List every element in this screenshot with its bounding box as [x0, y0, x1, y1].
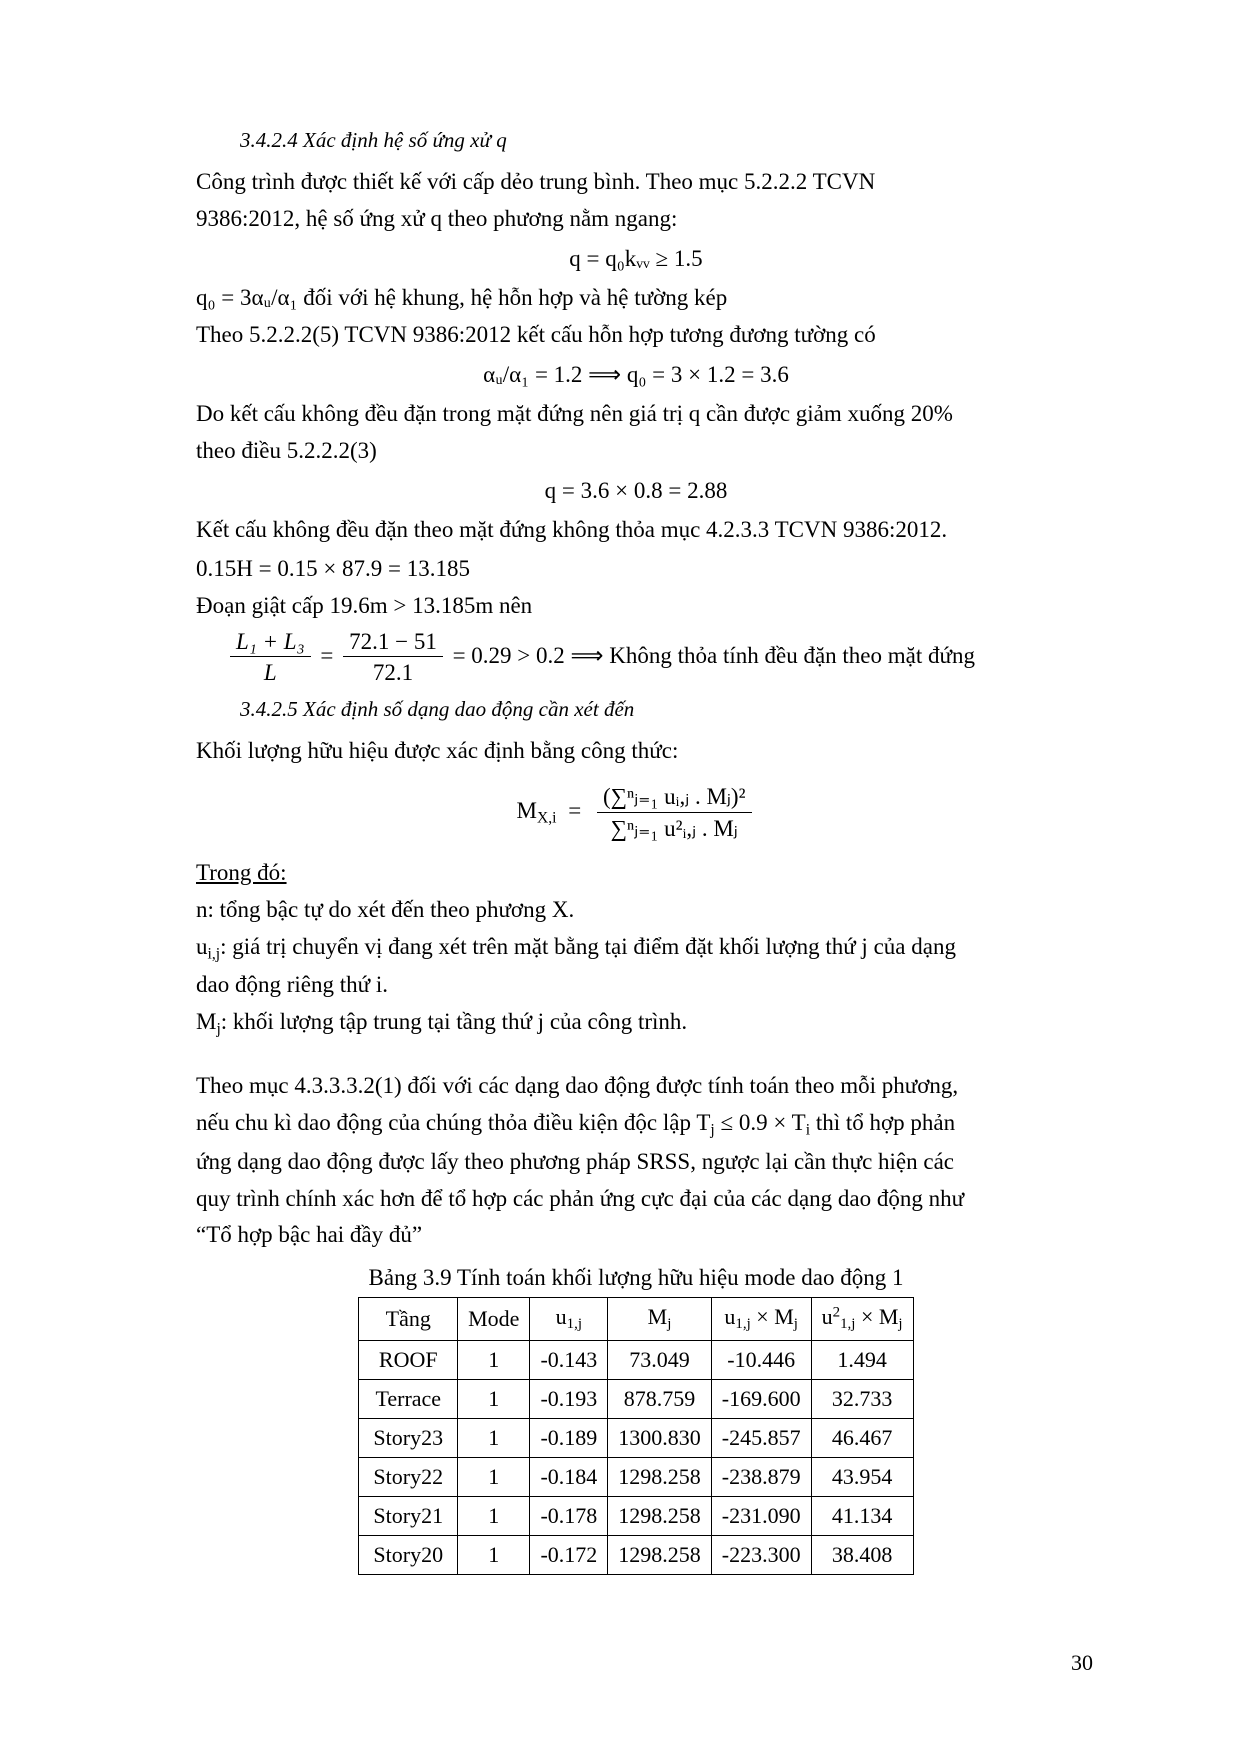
column-header-mj-sub: j: [667, 1316, 672, 1333]
cell-mode: 1: [458, 1535, 530, 1574]
table-row: [359, 1535, 913, 1574]
paragraph-srss-line2-b: ≤ 0.9 × T: [714, 1110, 806, 1136]
definition-u-sub: i,j: [207, 945, 221, 963]
column-header-u1j-mj-sub: 1,j: [735, 1316, 751, 1333]
cell-mj: 1300.830: [608, 1418, 712, 1457]
page-number: 30: [1071, 1650, 1093, 1675]
cell-u1j2-mj: 43.954: [811, 1457, 913, 1496]
column-header-mj-base: M: [647, 1304, 668, 1330]
fraction-denominator-left: L: [263, 660, 277, 686]
cell-mj: 1298.258: [608, 1535, 712, 1574]
equation-q-text: q = q₀kᵥᵥ ≥ 1.5: [569, 246, 703, 272]
definition-u: [196, 930, 1076, 966]
paragraph-srss-line4: quy trình chính xác hơn để tổ hợp các phản ứng cực đại của các dạng dao động như: [196, 1185, 965, 1211]
cell-u1j2-mj: 46.467: [811, 1418, 913, 1457]
column-header-u1j: [530, 1298, 608, 1340]
paragraph-effective-mass: Khối lượng hữu hiệu được xác định bằng công thức:: [196, 738, 679, 764]
paragraph-5222-5: Theo 5.2.2.2(5) TCVN 9386:2012 kết cấu hỗn hợp tương đương tường có: [196, 321, 876, 347]
table-header-row: [359, 1298, 913, 1340]
cell-mj: 878.759: [608, 1379, 712, 1418]
cell-u1j: -0.172: [530, 1535, 608, 1574]
paragraph-srss-line2-subi: i: [805, 1121, 811, 1139]
column-header-mode: [458, 1298, 530, 1340]
paragraph-intro-line1: Công trình được thiết kế với cấp dẻo trung bình. Theo mục 5.2.2.2 TCVN: [196, 169, 876, 195]
formula-lhs-sub: X,i: [536, 809, 557, 827]
definition-u-text: : giá trị chuyển vị đang xét trên mặt bằng tại điểm đặt khối lượng thứ j của dạng: [220, 934, 956, 960]
column-header-u1j2-mj-sub: 1,j: [840, 1316, 856, 1333]
cell-mode: 1: [458, 1340, 530, 1379]
column-header-u1j-mj-tailsub: j: [793, 1316, 798, 1333]
paragraph-reduction-line2: theo điều 5.2.2.2(3): [196, 438, 377, 464]
paragraph-irregular: Kết cấu không đều đặn theo mặt đứng không thỏa mục 4.2.3.3 TCVN 9386:2012.: [196, 517, 948, 543]
column-header-u1j-mj: [711, 1298, 811, 1340]
column-header-u1j2-mj: [811, 1298, 913, 1340]
paragraph-intro-line2: 9386:2012, hệ số ứng xử q theo phương nằm ngang:: [196, 206, 678, 232]
column-header-u1j-base: u: [555, 1304, 567, 1330]
column-header-u1j-sub: 1,j: [566, 1316, 583, 1333]
formula-lhs: [516, 798, 562, 827]
paragraph-srss-line3: ứng dạng dao động được lấy theo phương pháp SRSS, ngược lại cần thực hiện các: [196, 1148, 955, 1174]
column-header-u1j2-mj-tailsub: j: [898, 1316, 903, 1333]
cell-story: Terrace: [359, 1379, 458, 1418]
equation-alpha-ratio: αᵤ/α₁ = 1.2 ⟹ q₀ = 3 × 1.2 = 3.6: [483, 361, 789, 387]
cell-u1j-mj: -169.600: [711, 1379, 811, 1418]
table-row: [359, 1457, 913, 1496]
definition-u-symbol: u: [196, 934, 208, 960]
definition-n: n: tổng bậc tự do xét đến theo phương X.: [196, 897, 575, 923]
cell-u1j: -0.193: [530, 1379, 608, 1418]
label-trong-do: Trong đó:: [196, 860, 287, 886]
table-row: [359, 1418, 913, 1457]
definition-M: [196, 1005, 1076, 1041]
table-row: [359, 1496, 913, 1535]
column-header-mj: [608, 1298, 712, 1340]
cell-u1j2-mj: 32.733: [811, 1379, 913, 1418]
cell-u1j-mj: -238.879: [711, 1457, 811, 1496]
cell-u1j2-mj: 1.494: [811, 1340, 913, 1379]
table-row: [359, 1340, 913, 1379]
fraction-denominator-right: 72.1: [372, 660, 414, 686]
cell-u1j-mj: -10.446: [711, 1340, 811, 1379]
column-header-tang-label: Tầng: [385, 1306, 431, 1332]
table-caption: Bảng 3.9 Tính toán khối lượng hữu hiệu mode dao động 1: [368, 1265, 904, 1291]
paragraph-srss-line2-subj: j: [710, 1121, 715, 1139]
paragraph-srss-line1: Theo mục 4.3.3.3.2(1) đối với các dạng dao động được tính toán theo mỗi phương,: [196, 1073, 959, 1099]
paragraph-reduction-line1: Do kết cấu không đều đặn trong mặt đứng nên giá trị q cần được giảm xuống 20%: [196, 401, 953, 427]
equation-q-final: q = 3.6 × 0.8 = 2.88: [544, 478, 728, 504]
fraction-numerator-left: L₁ + L₃: [230, 628, 311, 658]
paragraph-srss-line5: “Tổ hợp bậc hai đầy đủ”: [196, 1222, 423, 1248]
cell-u1j: -0.143: [530, 1340, 608, 1379]
cell-mode: 1: [458, 1496, 530, 1535]
definition-M-sub: j: [216, 1020, 221, 1038]
definition-M-symbol: M: [196, 1009, 217, 1035]
cell-u1j2-mj: 41.134: [811, 1496, 913, 1535]
cell-story: ROOF: [359, 1340, 458, 1379]
paragraph-spacer: [196, 1043, 1076, 1069]
paragraph-setback: Đoạn giật cấp 19.6m > 13.185m nên: [196, 592, 533, 618]
cell-mode: 1: [458, 1418, 530, 1457]
equation-length-ratio: [226, 628, 1076, 687]
column-header-u1j2-mj-tail: × M: [855, 1304, 899, 1330]
paragraph-srss-line2-a: nếu chu kì dao động của chúng thỏa điều kiện độc lập T: [196, 1110, 711, 1136]
cell-story: Story23: [359, 1418, 458, 1457]
column-header-tang: [359, 1298, 458, 1340]
cell-mj: 1298.258: [608, 1457, 712, 1496]
equation-ratio-tail: = 0.29 > 0.2 ⟹ Không thỏa tính đều đặn theo mặt đứng: [452, 642, 975, 668]
equation-q0: q₀ = 3αᵤ/α₁ đối với hệ khung, hệ hỗn hợp và hệ tường kép: [196, 285, 728, 311]
page-content: [196, 126, 1076, 1575]
equation-q: [196, 243, 1076, 275]
cell-u1j-mj: -245.857: [711, 1418, 811, 1457]
cell-mj: 73.049: [608, 1340, 712, 1379]
section-heading-3425: 3.4.2.5 Xác định số dạng dao động cần xét đến: [240, 696, 635, 721]
fraction-L-left: [230, 628, 311, 687]
paragraph-srss-line2-c: thì tổ hợp phản: [810, 1110, 956, 1136]
cell-mj: 1298.258: [608, 1496, 712, 1535]
fraction-values-right: [343, 628, 443, 687]
column-header-mode-label: Mode: [468, 1306, 520, 1332]
formula-equals: =: [568, 798, 582, 824]
cell-story: Story22: [359, 1457, 458, 1496]
equation-effective-mass: [196, 783, 1076, 842]
cell-mode: 1: [458, 1379, 530, 1418]
formula-denominator: ∑ⁿⱼ₌₁ u²ᵢ,ⱼ . Mⱼ: [610, 815, 738, 841]
formula-numerator: (∑ⁿⱼ₌₁ uᵢ,ⱼ . Mⱼ)²: [597, 783, 752, 813]
table-row: [359, 1379, 913, 1418]
cell-u1j: -0.184: [530, 1457, 608, 1496]
cell-u1j: -0.189: [530, 1418, 608, 1457]
mode-mass-table: [358, 1297, 913, 1574]
cell-u1j2-mj: 38.408: [811, 1535, 913, 1574]
formula-fraction: [597, 783, 752, 842]
fraction-numerator-right: 72.1 − 51: [343, 628, 443, 658]
definition-M-text: : khối lượng tập trung tại tầng thứ j của công trình.: [220, 1009, 688, 1035]
column-header-u1j-mj-tail: × M: [750, 1304, 794, 1330]
cell-u1j: -0.178: [530, 1496, 608, 1535]
column-header-u1j2-mj-sup: 2: [832, 1304, 841, 1321]
cell-story: Story21: [359, 1496, 458, 1535]
section-heading-3424: 3.4.2.4 Xác định hệ số ứng xử q: [240, 128, 507, 152]
definition-u-line2: dao động riêng thứ i.: [196, 972, 388, 998]
formula-lhs-base: M: [516, 798, 537, 824]
equation-015H: 0.15H = 0.15 × 87.9 = 13.185: [196, 556, 471, 582]
table-body: [359, 1340, 913, 1574]
column-header-u1j-mj-base: u: [724, 1304, 736, 1330]
paragraph-srss-line2: [196, 1106, 1076, 1142]
cell-story: Story20: [359, 1535, 458, 1574]
cell-u1j-mj: -223.300: [711, 1535, 811, 1574]
table-header: [359, 1298, 913, 1340]
cell-mode: 1: [458, 1457, 530, 1496]
cell-u1j-mj: -231.090: [711, 1496, 811, 1535]
column-header-u1j2-mj-base: u: [821, 1304, 833, 1330]
equals-sign-1: =: [320, 642, 334, 668]
